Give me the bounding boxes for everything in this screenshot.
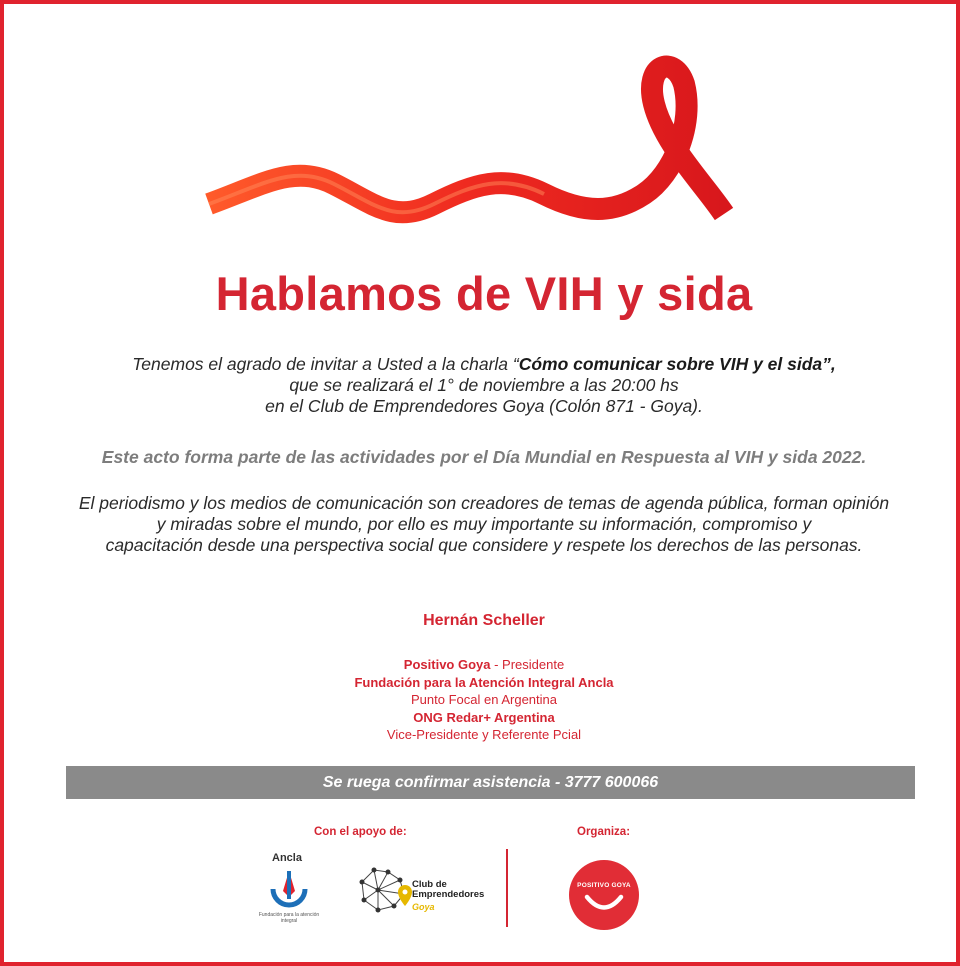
ancla-logo-subtitle: Fundación para la atención integral [258, 912, 320, 924]
signer-name: Hernán Scheller [423, 612, 545, 629]
role-line-5: Vice-Presidente y Referente Pcial [386, 727, 582, 742]
positivo-goya-logo [569, 860, 639, 930]
body-line-3: capacitación desde una perspectiva social que considere y respete los derechos de las personas. [105, 535, 863, 555]
ancla-logo-title: Ancla [272, 852, 302, 864]
club-emprendedores-logo [354, 862, 484, 922]
role-line-3: Punto Focal en Argentina [411, 692, 557, 707]
invitation-line-1: Tenemos el agrado de invitar a Usted a la charla “Cómo comunicar sobre VIH y el sida”, [132, 354, 836, 374]
invitation-line-2: que se realizará el 1° de noviembre a las 20:00 hs [289, 375, 679, 395]
support-label: Con el apoyo de: [314, 826, 407, 838]
rsvp-banner: Se ruega confirmar asistencia - 3777 600066 [66, 766, 915, 799]
page-title: Hablamos de VIH y sida [215, 267, 753, 320]
anchor-icon [269, 867, 309, 911]
ancla-logo [254, 852, 324, 930]
body-text [44, 493, 924, 556]
invitation-text [44, 354, 924, 417]
body-line-2: y miradas sobre el mundo, por ello es muy importante su información, compromiso y [156, 514, 812, 534]
talk-title: Cómo comunicar sobre VIH y el sida”, [518, 354, 836, 374]
network-pin-icon [354, 862, 412, 920]
smile-icon [584, 894, 624, 916]
role-line-2: Fundación para la Atención Integral Ancla [354, 674, 614, 690]
club-logo-city: Goya [412, 902, 435, 912]
organizer-label: Organiza: [577, 826, 631, 838]
signer-roles [4, 656, 960, 744]
footer-divider [506, 849, 508, 927]
role-line-4: ONG Redar+ Argentina [413, 709, 555, 725]
body-line-1: El periodismo y los medios de comunicación son creadores de temas de agenda pública, forman opinión [78, 493, 890, 513]
positivo-goya-text: POSITIVO GOYA [577, 882, 631, 889]
invitation-line-3: en el Club de Emprendedores Goya (Colón 871 - Goya). [265, 396, 703, 416]
role-line-1: Positivo Goya - Presidente [403, 657, 565, 672]
red-ribbon-image [204, 44, 764, 254]
club-logo-name: Club de Emprendedores [412, 879, 485, 900]
event-note: Este acto forma parte de las actividades por el Día Mundial en Respuesta al VIH y sida 2022. [101, 447, 867, 467]
